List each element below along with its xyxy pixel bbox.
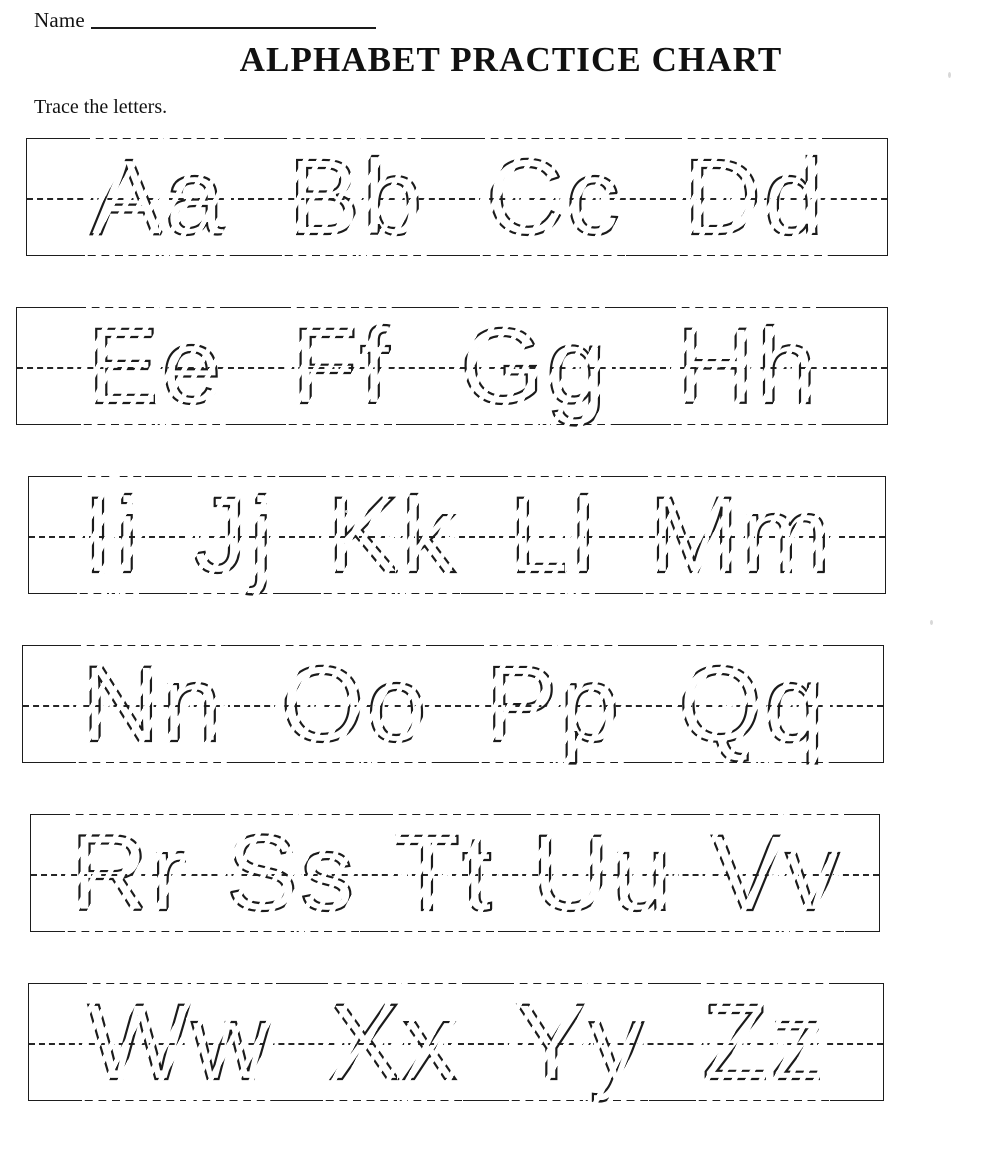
tracing-box[interactable]	[26, 138, 888, 256]
letter-pair	[90, 136, 225, 257]
letter-pair	[702, 981, 825, 1102]
letter-pair	[328, 981, 457, 1102]
lowercase-letter: j	[248, 474, 273, 595]
letter-pair	[515, 981, 644, 1102]
uppercase-letter: P	[485, 643, 558, 764]
practice-row	[0, 138, 992, 256]
letter-pair	[226, 812, 355, 933]
scan-speckle	[930, 620, 933, 625]
uppercase-letter: V	[711, 812, 784, 933]
lowercase-letter: u	[611, 812, 672, 933]
letter-group	[17, 305, 887, 426]
tracing-box[interactable]	[28, 983, 884, 1101]
dashed-midline	[27, 198, 887, 200]
uppercase-letter: I	[82, 474, 113, 595]
uppercase-letter: Q	[678, 643, 763, 764]
lowercase-letter: c	[565, 136, 620, 257]
lowercase-letter: d	[763, 136, 824, 257]
letter-pair	[711, 812, 840, 933]
letter-pair	[70, 812, 187, 933]
letter-group	[29, 981, 883, 1102]
instruction-text: Trace the letters.	[34, 96, 168, 118]
practice-row	[0, 476, 992, 594]
lowercase-letter: x	[402, 981, 457, 1102]
practice-row	[0, 983, 992, 1101]
letter-group	[27, 136, 887, 257]
letter-pair	[82, 474, 139, 595]
letter-pair	[326, 474, 456, 595]
letter-group	[31, 812, 879, 933]
lowercase-letter: y	[589, 981, 644, 1102]
letter-pair	[531, 812, 672, 933]
lowercase-letter: h	[756, 305, 817, 426]
uppercase-letter: O	[280, 643, 365, 764]
letter-pair	[485, 643, 620, 764]
lowercase-letter: l	[571, 474, 596, 595]
uppercase-letter: T	[393, 812, 460, 933]
uppercase-letter: M	[649, 474, 740, 595]
lowercase-letter: k	[401, 474, 456, 595]
letter-pair	[485, 136, 620, 257]
letter-pair	[81, 643, 222, 764]
uppercase-letter: R	[70, 812, 149, 933]
letter-pair	[87, 981, 270, 1102]
lowercase-letter: n	[161, 643, 222, 764]
practice-row	[0, 307, 992, 425]
tracing-box[interactable]	[30, 814, 880, 932]
uppercase-letter: X	[328, 981, 401, 1102]
letter-group	[23, 643, 883, 764]
dashed-midline	[31, 874, 879, 876]
letter-pair	[87, 305, 222, 426]
lowercase-letter: r	[150, 812, 187, 933]
lowercase-letter: z	[770, 981, 825, 1102]
uppercase-letter: Y	[515, 981, 588, 1102]
scan-speckle	[345, 510, 348, 513]
uppercase-letter: J	[192, 474, 247, 595]
tracing-box[interactable]	[22, 645, 884, 763]
letter-pair	[676, 305, 817, 426]
lowercase-letter: f	[359, 305, 390, 426]
dashed-midline	[23, 705, 883, 707]
uppercase-letter: F	[291, 305, 358, 426]
letter-pair	[280, 643, 427, 764]
practice-rows	[0, 138, 992, 1152]
lowercase-letter: t	[461, 812, 492, 933]
lowercase-letter: o	[366, 643, 427, 764]
uppercase-letter: W	[87, 981, 190, 1102]
uppercase-letter: L	[509, 474, 570, 595]
letter-pair	[683, 136, 824, 257]
dashed-midline	[29, 536, 885, 538]
practice-row	[0, 814, 992, 932]
lowercase-letter: s	[300, 812, 355, 933]
uppercase-letter: D	[683, 136, 762, 257]
uppercase-letter: S	[226, 812, 299, 933]
letter-pair	[192, 474, 273, 595]
dashed-midline	[29, 1043, 883, 1045]
scan-speckle	[948, 72, 951, 78]
page-title: ALPHABET PRACTICE CHART	[239, 40, 783, 79]
letter-pair	[649, 474, 831, 595]
uppercase-letter: N	[81, 643, 160, 764]
letter-pair	[460, 305, 607, 426]
uppercase-letter: Z	[702, 981, 769, 1102]
uppercase-letter: A	[90, 136, 163, 257]
lowercase-letter: q	[764, 643, 825, 764]
uppercase-letter: B	[288, 136, 361, 257]
lowercase-letter: a	[164, 136, 225, 257]
lowercase-letter: p	[559, 643, 620, 764]
letter-pair	[678, 643, 825, 764]
tracing-box[interactable]	[28, 476, 886, 594]
lowercase-letter: i	[115, 474, 139, 595]
lowercase-letter: w	[191, 981, 270, 1102]
lowercase-letter: m	[741, 474, 831, 595]
lowercase-letter: e	[161, 305, 222, 426]
name-label: Name	[34, 8, 85, 32]
letter-pair	[288, 136, 423, 257]
lowercase-letter: g	[546, 305, 607, 426]
letter-pair	[291, 305, 390, 426]
letter-group	[29, 474, 885, 595]
uppercase-letter: H	[676, 305, 755, 426]
name-field-row	[34, 8, 376, 33]
letter-pair	[393, 812, 492, 933]
uppercase-letter: E	[87, 305, 160, 426]
uppercase-letter: K	[326, 474, 400, 595]
uppercase-letter: G	[460, 305, 545, 426]
tracing-box[interactable]	[16, 307, 888, 425]
practice-row	[0, 645, 992, 763]
dashed-midline	[17, 367, 887, 369]
name-input-line[interactable]	[91, 27, 376, 29]
uppercase-letter: U	[531, 812, 610, 933]
uppercase-letter: C	[485, 136, 564, 257]
lowercase-letter: v	[785, 812, 840, 933]
lowercase-letter: b	[362, 136, 423, 257]
letter-pair	[509, 474, 596, 595]
